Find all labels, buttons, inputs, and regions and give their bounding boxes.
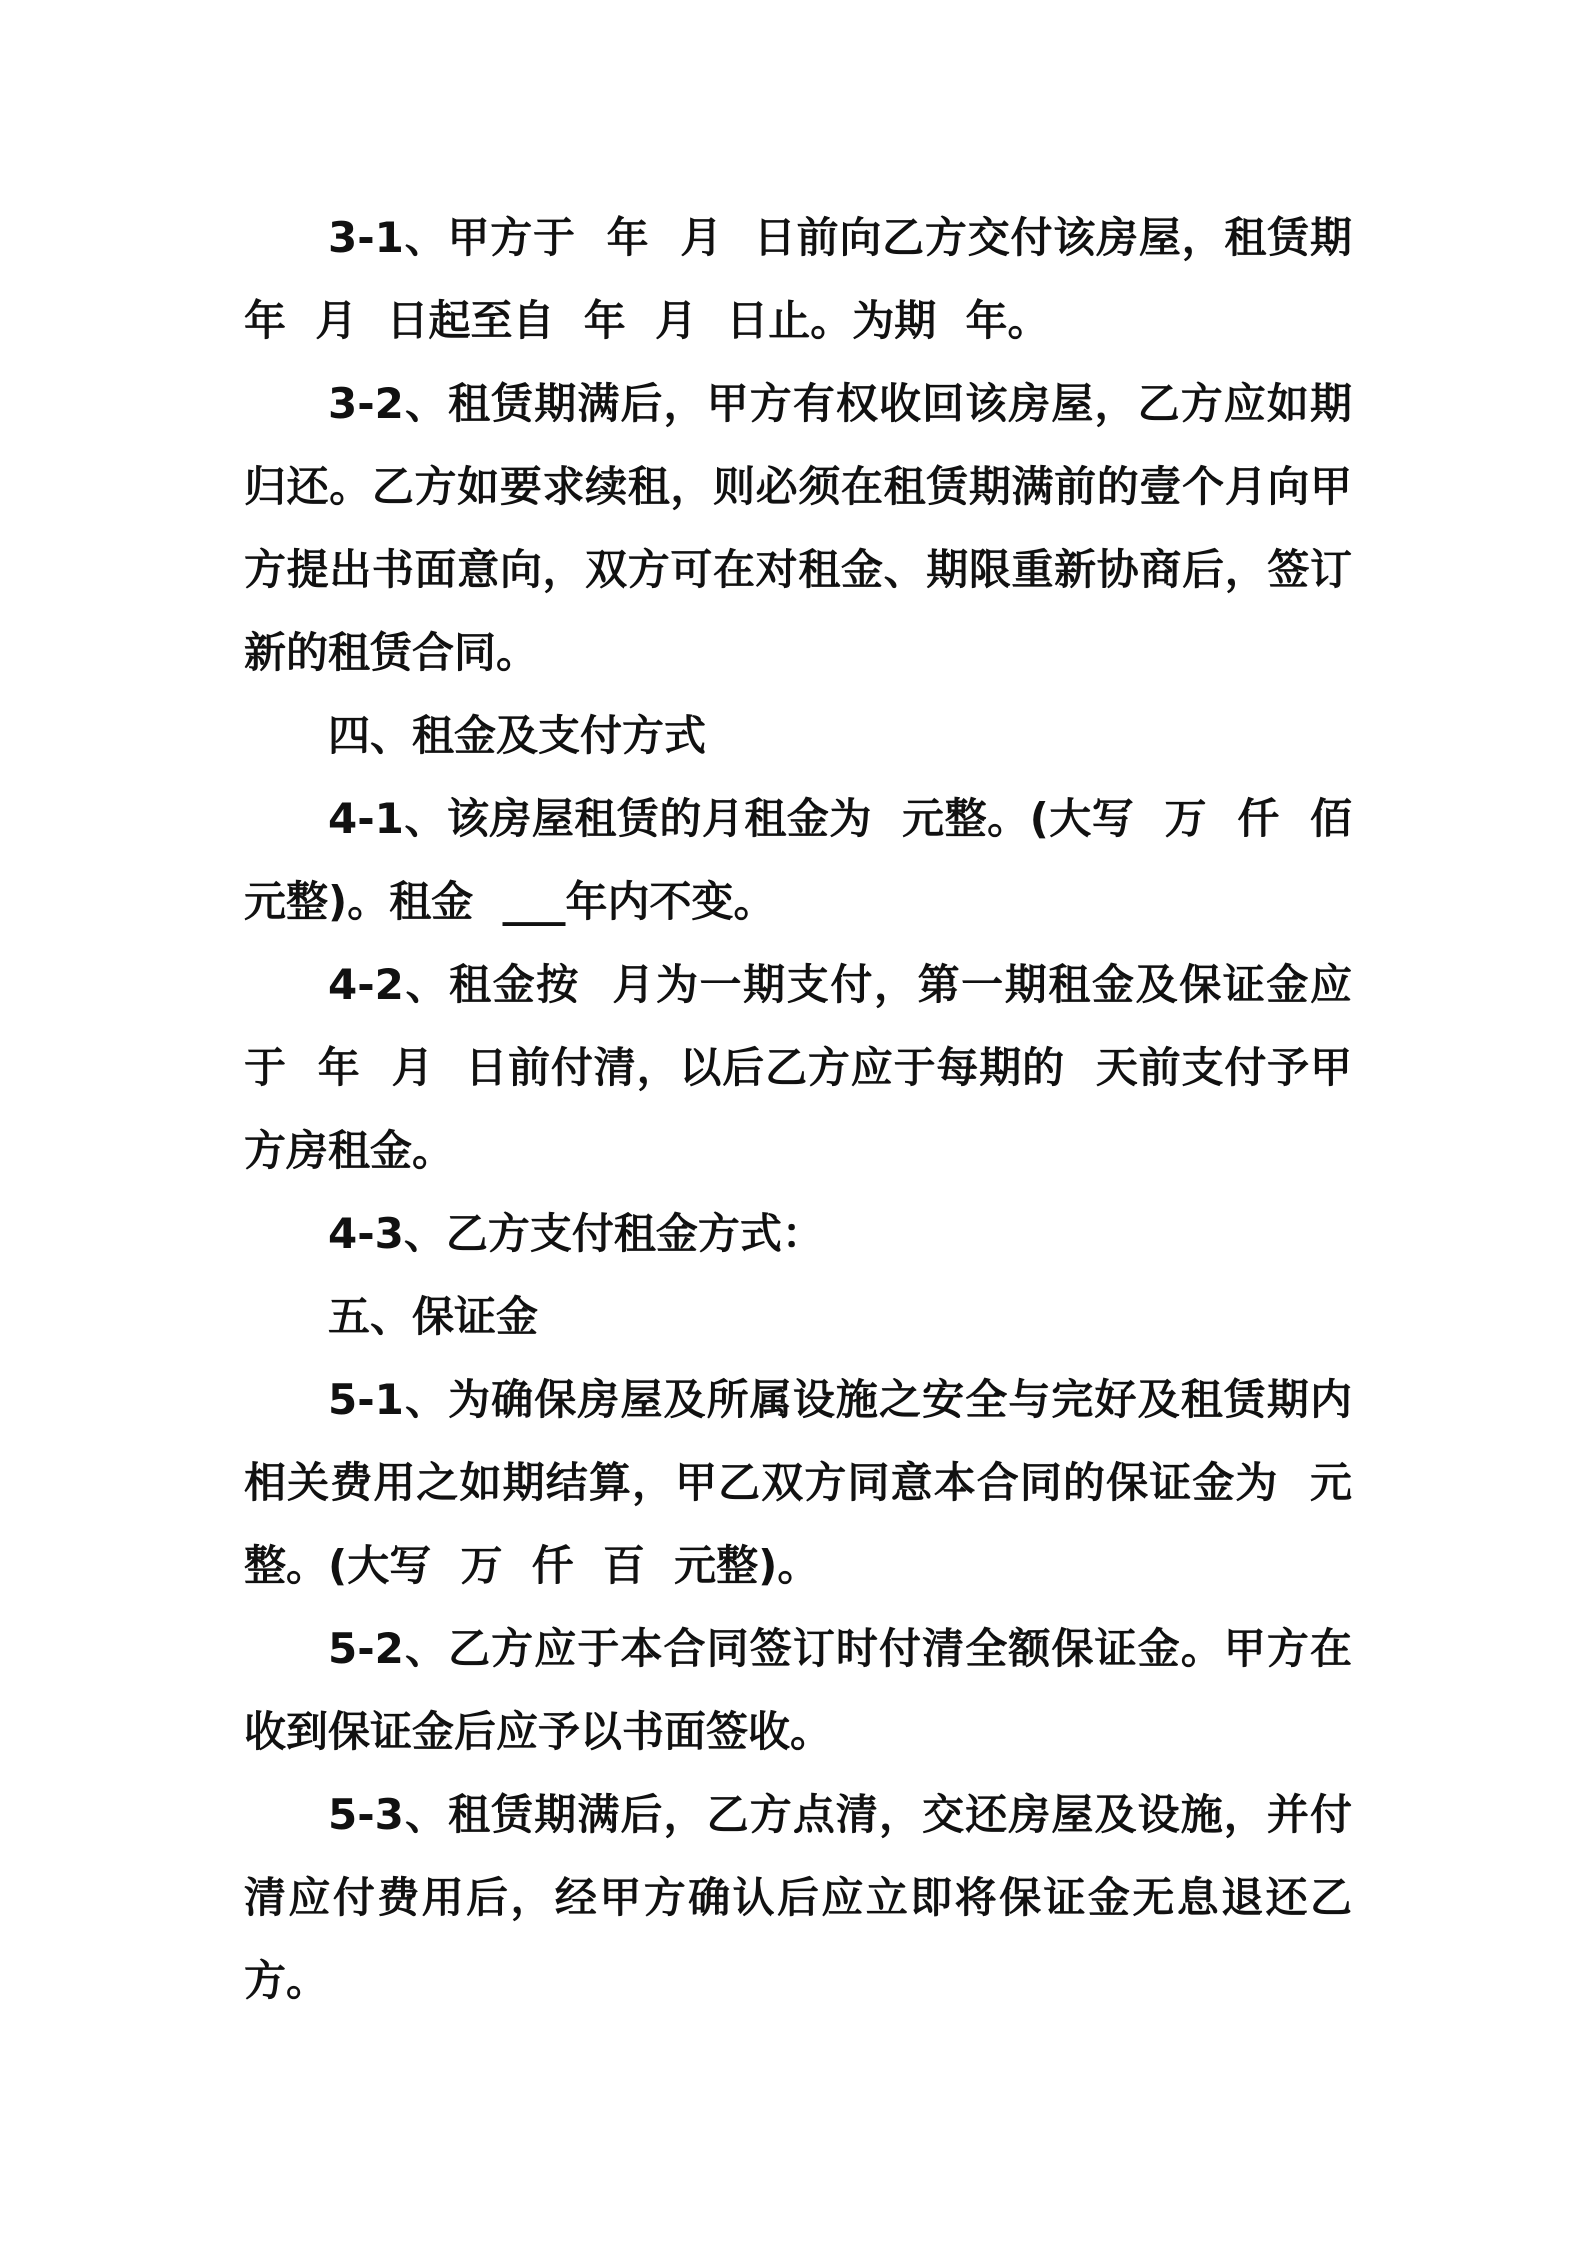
clause-5-1: 5-1、为确保房屋及所属设施之安全与完好及租赁期内相关费用之如期结算，甲乙双方同意本合同的保证金为 元整。(大写 万 仟 百 元整)。 [244,1375,1352,1590]
clause-5-3: 5-3、租赁期满后，乙方点清，交还房屋及设施，并付清应付费用后，经甲方确认后应立即将保证金无息退还乙方。 [244,1790,1352,2005]
clause-3-1: 3-1、甲方于 年 月 日前向乙方交付该房屋，租赁期 年 月 日起至自 年 月 日止。为期 年。 [244,213,1382,345]
section-heading-deposit: 五、保证金 [328,1292,539,1341]
clause-4-3: 4-3、乙方支付租金方式： [328,1209,824,1258]
section-heading-rent-payment: 四、租金及支付方式 [328,711,707,760]
clause-3-2: 3-2、租赁期满后，甲方有权收回该房屋，乙方应如期归还。乙方如要求续租，则必须在租赁期满前的壹个月向甲方提出书面意向，双方可在对租金、期限重新协商后，签订新的租赁合同。 [244,379,1352,677]
document-body [244,196,1382,2022]
clause-4-2: 4-2、租金按 月为一期支付，第一期租金及保证金应于 年 月 日前付清，以后乙方应于每期的 天前支付予甲方房租金。 [244,960,1352,1175]
clause-4-1: 4-1、该房屋租赁的月租金为 元整。(大写 万 仟 佰 元整)。租金 ___年内不变。 [244,794,1382,926]
clause-5-2: 5-2、乙方应于本合同签订时付清全额保证金。甲方在收到保证金后应予以书面签收。 [244,1624,1352,1756]
